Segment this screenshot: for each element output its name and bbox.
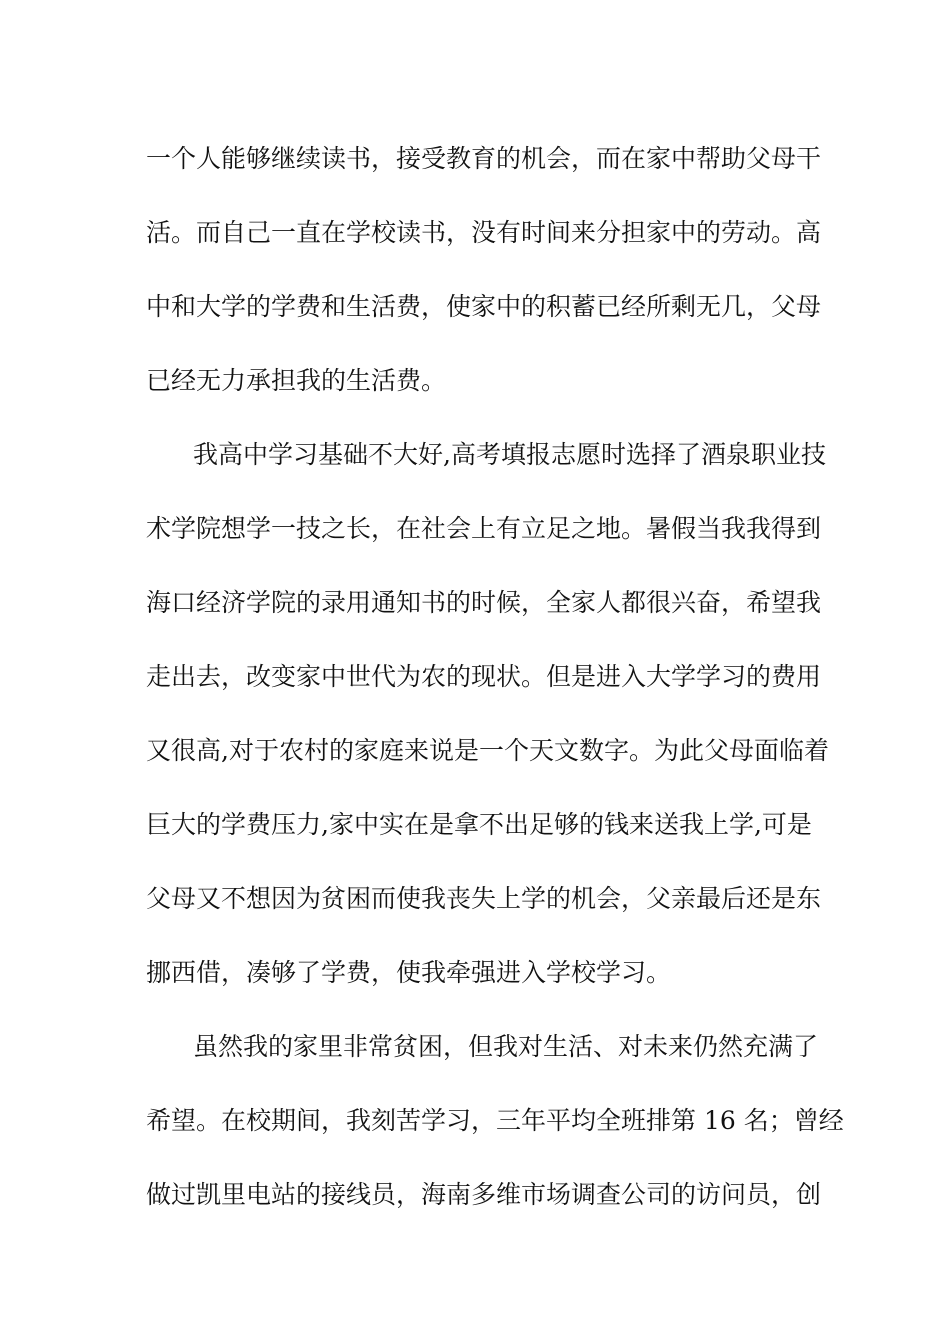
text-line: 巨大的学费压力,家中实在是拿不出足够的钱来送我上学,可是 [146,810,812,839]
body-text [146,132,844,1242]
text-line: 走出去，改变家中世代为农的现状。但是进入大学学习的费用 [146,662,822,691]
text-line: 术学院想学一技之长，在社会上有立足之地。暑假当我我得到 [146,514,822,543]
text-line: 挪西借，凑够了学费，使我牵强进入学校学习。 [146,958,672,987]
text-line: 父母又不想因为贫困而使我丧失上学的机会，父亲最后还是东 [146,884,822,913]
text-line: 虽然我的家里非常贫困，但我对生活、对未来仍然充满了 [193,1032,819,1061]
text-line: 已经无力承担我的生活费。 [146,366,447,395]
text-line: 做过凯里电站的接线员，海南多维市场调查公司的访问员，创 [146,1180,822,1209]
text-line: 一个人能够继续读书，接受教育的机会，而在家中帮助父母干 [146,144,822,173]
text-line: 希望。在校期间，我刻苦学习，三年平均全班排第 16 名；曾经 [146,1106,844,1135]
text-line: 海口经济学院的录用通知书的时候，全家人都很兴奋，希望我 [146,588,822,617]
text-line: 我高中学习基础不大好,高考填报志愿时选择了酒泉职业技 [193,440,826,469]
text-line: 活。而自己一直在学校读书，没有时间来分担家中的劳动。高 [146,218,822,247]
text-line: 又很高,对于农村的家庭来说是一个天文数字。为此父母面临着 [146,736,829,765]
text-line: 中和大学的学费和生活费，使家中的积蓄已经所剩无几，父母 [146,292,822,321]
